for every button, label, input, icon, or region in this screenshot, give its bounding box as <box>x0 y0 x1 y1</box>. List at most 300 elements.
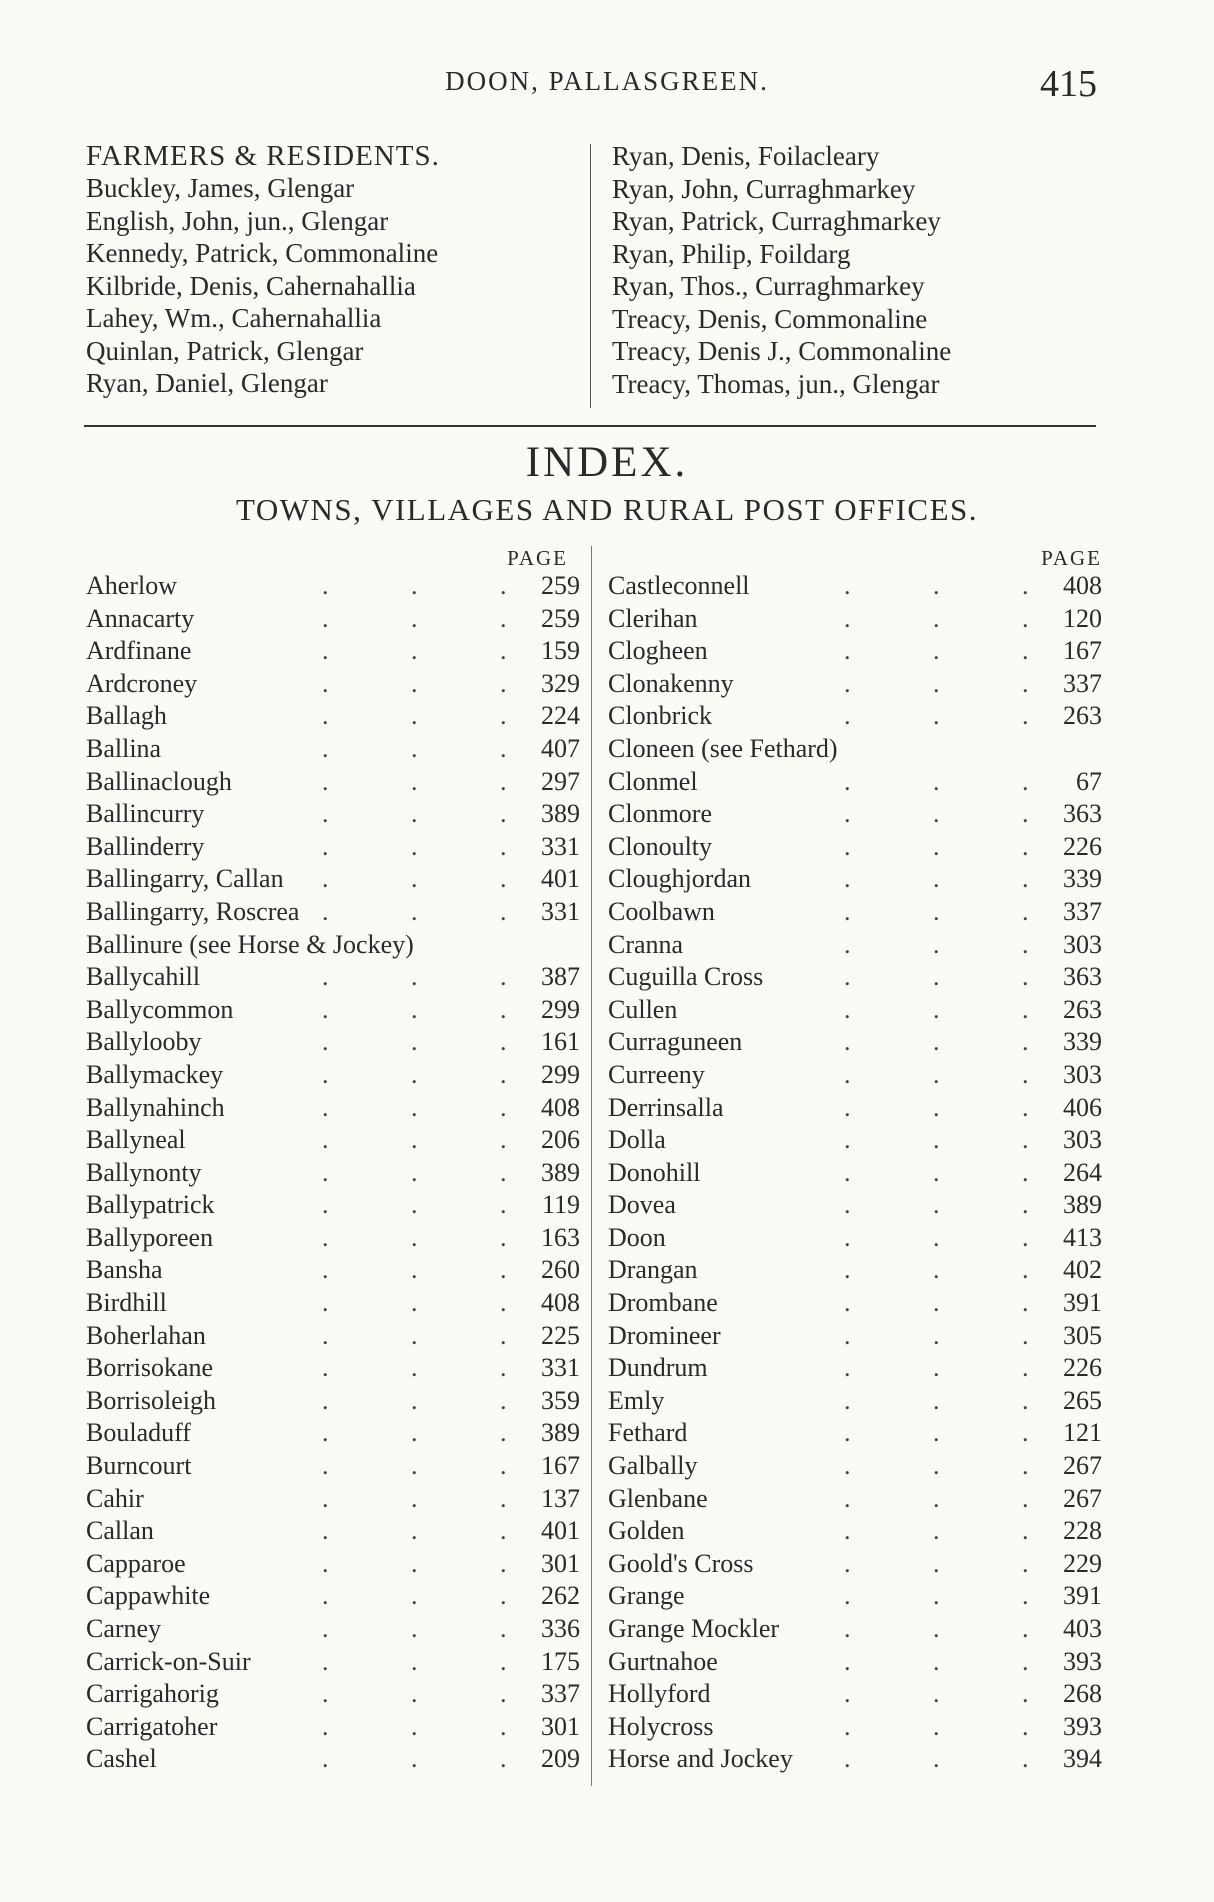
index-entry <box>608 1483 1102 1516</box>
index-right-list <box>608 570 1102 1776</box>
index-entry-name: Carney <box>86 1614 162 1643</box>
index-entry <box>86 1548 580 1581</box>
page-column-header: PAGE <box>507 546 568 570</box>
index-left-column <box>86 546 580 1776</box>
index-column-divider <box>591 546 592 1786</box>
dot-leader: . . . <box>322 1222 545 1252</box>
index-entry-page: 229 <box>1063 1548 1102 1578</box>
index-entry <box>608 1352 1102 1385</box>
index-entry <box>608 1646 1102 1679</box>
dot-leader: . . . <box>322 831 545 861</box>
index-entry-name: Ballinaclough <box>86 766 232 796</box>
index-entry-page: 301 <box>541 1711 580 1741</box>
index-entry-page: 393 <box>1063 1646 1102 1676</box>
index-entry-page: 259 <box>541 603 580 633</box>
index-entry <box>86 1189 580 1222</box>
index-entry-name: Ballycahill <box>86 962 201 992</box>
index-entry-name: Golden <box>608 1516 685 1546</box>
index-entry-page: 209 <box>541 1744 580 1774</box>
index-entry-page: 394 <box>1063 1744 1102 1774</box>
index-entry-page: 401 <box>541 1516 580 1546</box>
resident-entry: Ryan, Denis, Foilacleary <box>612 141 880 171</box>
index-entry-name: Cuguilla Cross <box>608 962 764 992</box>
index-entry-page: 339 <box>1063 864 1102 894</box>
index-entry <box>608 961 1102 994</box>
dot-leader: . . . <box>322 733 545 763</box>
dot-leader: . . . <box>844 799 1067 829</box>
index-entry-page: 163 <box>541 1222 580 1252</box>
index-entry <box>608 1678 1102 1711</box>
index-entry-name: Cashel <box>86 1744 157 1774</box>
index-entry <box>86 896 580 929</box>
index-entry <box>86 1580 580 1613</box>
index-entry-name: Bansha <box>86 1255 163 1285</box>
index-entry <box>608 1157 1102 1190</box>
index-entry-page: 389 <box>541 1157 580 1187</box>
dot-leader: . . . <box>844 929 1067 959</box>
index-entry-name: Ballincurry <box>86 799 205 829</box>
dot-leader: . . . <box>844 1516 1067 1546</box>
index-entry <box>86 994 580 1027</box>
index-entry-name: Cranna <box>608 929 684 959</box>
dot-leader: . . . <box>322 1125 545 1155</box>
resident-entry: Ryan, John, Curraghmarkey <box>612 173 916 204</box>
page-number: 415 <box>1040 63 1097 105</box>
dot-leader: . . . <box>322 1255 545 1285</box>
index-entry-page: 225 <box>541 1320 580 1350</box>
index-entry-page: 263 <box>1063 994 1102 1024</box>
residents-right-list <box>612 140 1132 400</box>
index-entry-page: 265 <box>1063 1385 1102 1415</box>
index-entry-page: 337 <box>1063 896 1102 926</box>
index-entry-page: 408 <box>541 1092 580 1122</box>
dot-leader: . . . <box>322 1418 545 1448</box>
index-entry-page: 389 <box>541 799 580 829</box>
index-entry-page: 267 <box>1063 1483 1102 1513</box>
index-entry-page: 336 <box>541 1614 580 1643</box>
index-entry <box>608 1548 1102 1581</box>
dot-leader: . . . <box>844 1027 1067 1057</box>
index-entry-page: 267 <box>1063 1451 1102 1481</box>
index-entry-name: Carrick-on-Suir <box>86 1646 251 1676</box>
index-entry <box>86 668 580 701</box>
index-entry-name: Fethard <box>608 1418 688 1448</box>
index-entry <box>86 1287 580 1320</box>
dot-leader: . . . <box>844 1320 1067 1350</box>
index-entry-name: Donohill <box>608 1157 701 1187</box>
resident-entry: Treacy, Denis J., Commonaline <box>612 336 952 366</box>
index-entry-name: Dromineer <box>608 1320 721 1350</box>
index-entry <box>86 1222 580 1255</box>
index-entry-name: Curreeny <box>608 1059 705 1089</box>
index-entry <box>608 798 1102 831</box>
index-entry-name: Grange <box>608 1581 685 1611</box>
index-entry-page: 226 <box>1063 1353 1102 1383</box>
index-entry <box>608 570 1102 603</box>
residents-left-list <box>86 172 586 400</box>
index-entry-page: 339 <box>1063 1027 1102 1057</box>
dot-leader: . . . <box>322 1059 545 1089</box>
dot-leader: . . . <box>844 994 1067 1024</box>
index-entry <box>608 1092 1102 1125</box>
index-entry-page: 268 <box>1063 1679 1102 1709</box>
index-entry-page: 391 <box>1063 1581 1102 1611</box>
index-entry-page: 402 <box>1063 1255 1102 1285</box>
dot-leader: . . . <box>844 1548 1067 1578</box>
index-entry <box>86 1646 580 1679</box>
dot-leader: . . . <box>844 1711 1067 1741</box>
index-entry-name: Drangan <box>608 1255 698 1285</box>
dot-leader: . . . <box>322 1353 545 1383</box>
index-entry-page: 303 <box>1063 1125 1102 1155</box>
dot-leader: . . . <box>322 1092 545 1122</box>
section-rule <box>84 425 1096 427</box>
resident-entry: Ryan, Thos., Curraghmarkey <box>612 271 925 301</box>
index-entry-name: Cloughjordan <box>608 864 751 894</box>
index-entry <box>86 1678 580 1711</box>
index-entry-name: Annacarty <box>86 603 195 633</box>
index-entry <box>86 798 580 831</box>
index-entry-name: Clerihan <box>608 603 698 633</box>
index-entry-page: 391 <box>1063 1288 1102 1318</box>
dot-leader: . . . <box>322 994 545 1024</box>
index-entry-page: 329 <box>541 668 580 698</box>
index-entry <box>608 994 1102 1027</box>
index-entry-page: 262 <box>541 1581 580 1611</box>
index-entry <box>608 1254 1102 1287</box>
dot-leader: . . . <box>322 1483 545 1513</box>
running-title: DOON, PALLASGREEN. <box>445 66 769 96</box>
index-entry-page: 299 <box>541 994 580 1024</box>
index-entry <box>86 1352 580 1385</box>
index-entry-page: 401 <box>541 864 580 894</box>
dot-leader: . . . <box>322 1027 545 1057</box>
index-entry <box>608 603 1102 636</box>
index-entry-page: 303 <box>1063 1059 1102 1089</box>
index-entry <box>86 929 580 962</box>
index-entry-page: 331 <box>541 831 580 861</box>
resident-entry: Ryan, Daniel, Glengar <box>86 368 328 398</box>
index-entry <box>86 733 580 766</box>
index-entry-name: Dundrum <box>608 1353 708 1383</box>
residents-column-divider <box>590 144 591 408</box>
dot-leader: . . . <box>844 1125 1067 1155</box>
dot-leader: . . . <box>322 1157 545 1187</box>
index-entry-page: 363 <box>1063 962 1102 992</box>
index-title: INDEX. <box>525 439 689 486</box>
index-entry-page: 337 <box>1063 668 1102 698</box>
index-entry-page: 167 <box>1063 636 1102 666</box>
index-entry-name: Bouladuff <box>86 1418 191 1448</box>
index-entry <box>608 1320 1102 1353</box>
index-entry-page: 331 <box>541 896 580 926</box>
dot-leader: . . . <box>322 1679 545 1709</box>
index-entry-name: Glenbane <box>608 1483 708 1513</box>
index-entry <box>86 961 580 994</box>
index-entry-page: 407 <box>541 733 580 763</box>
dot-leader: . . . <box>844 1190 1067 1220</box>
index-entry-name: Ballymackey <box>86 1059 224 1089</box>
index-entry <box>608 1450 1102 1483</box>
index-entry-name: Cullen <box>608 994 678 1024</box>
index-entry-name: Holycross <box>608 1711 714 1741</box>
dot-leader: . . . <box>844 1418 1067 1448</box>
dot-leader: . . . <box>844 636 1067 666</box>
index-entry-page: 408 <box>1063 571 1102 600</box>
index-entry-page: 228 <box>1063 1516 1102 1546</box>
index-entry-name: Emly <box>608 1385 665 1415</box>
index-entry <box>608 766 1102 799</box>
running-head <box>0 62 1214 105</box>
index-entry-name: Boherlahan <box>86 1320 206 1350</box>
dot-leader: . . . <box>844 1646 1067 1676</box>
dot-leader: . . . <box>844 1157 1067 1187</box>
index-entry-page: 119 <box>541 1190 580 1220</box>
index-entry-name: Horse and Jockey <box>608 1744 793 1774</box>
dot-leader: . . . <box>844 668 1067 698</box>
dot-leader: . . . <box>844 1451 1067 1481</box>
index-entry <box>86 1743 580 1776</box>
farmers-residents-section <box>86 140 1126 414</box>
index-entry-name: Clonakenny <box>608 668 734 698</box>
index-entry <box>86 570 580 603</box>
index-entry-page: 159 <box>541 636 580 666</box>
index-entry-name: Ballinure (see Horse & Jockey) <box>86 929 414 959</box>
index-entry-page: 389 <box>1063 1190 1102 1220</box>
dot-leader: . . . <box>322 1744 545 1774</box>
dot-leader: . . . <box>322 603 545 633</box>
index-entry <box>86 1417 580 1450</box>
dot-leader: . . . <box>322 1548 545 1578</box>
index-entry-page: 299 <box>541 1059 580 1089</box>
index-entry-name: Ballyneal <box>86 1125 186 1155</box>
index-entry <box>608 863 1102 896</box>
dot-leader: . . . <box>844 1222 1067 1252</box>
index-entry-name: Borrisoleigh <box>86 1385 216 1415</box>
dot-leader: . . . <box>844 1385 1067 1415</box>
dot-leader: . . . <box>322 1581 545 1611</box>
index-entry-page: 167 <box>541 1451 580 1481</box>
dot-leader: . . . <box>844 1679 1067 1709</box>
dot-leader: . . . <box>844 831 1067 861</box>
index-entry-name: Ballyporeen <box>86 1222 214 1252</box>
index-entry-name: Clogheen <box>608 636 708 666</box>
dot-leader: . . . <box>844 1255 1067 1285</box>
index-entry <box>86 1254 580 1287</box>
resident-entry: Ryan, Patrick, Curraghmarkey <box>612 206 941 236</box>
index-entry-page: 297 <box>541 766 580 796</box>
dot-leader: . . . <box>844 896 1067 926</box>
index-entry-name: Galbally <box>608 1451 698 1481</box>
index-entry-page: 387 <box>541 962 580 992</box>
index-entry-name: Capparoe <box>86 1548 186 1578</box>
index-entry-page: 403 <box>1063 1614 1102 1643</box>
index-entry <box>608 1287 1102 1320</box>
resident-entry: Treacy, Thomas, jun., Glengar <box>612 368 940 399</box>
dot-leader: . . . <box>322 864 545 894</box>
dot-leader: . . . <box>322 962 545 992</box>
dot-leader: . . . <box>844 1744 1067 1774</box>
dot-leader: . . . <box>322 1451 545 1481</box>
dot-leader: . . . <box>322 668 545 698</box>
index-entry-name: Ardcroney <box>86 668 198 698</box>
residents-right-column <box>612 140 1132 400</box>
index-entry-name: Burncourt <box>86 1451 192 1481</box>
dot-leader: . . . <box>844 1614 1067 1643</box>
index-entry-name: Ballina <box>86 733 162 763</box>
dot-leader: . . . <box>844 1059 1067 1089</box>
dot-leader: . . . <box>844 603 1067 633</box>
page-column-header: PAGE <box>1041 546 1102 570</box>
index-entry-name: Ballingarry, Callan <box>86 864 284 894</box>
index-entry-name: Ballylooby <box>86 1027 202 1057</box>
index-entry <box>86 831 580 864</box>
index-entry <box>608 1417 1102 1450</box>
index-entry-name: Ardfinane <box>86 636 192 666</box>
index-entry <box>86 1515 580 1548</box>
dot-leader: . . . <box>844 1288 1067 1318</box>
index-entry <box>86 766 580 799</box>
index-entry-page: 363 <box>1063 799 1102 829</box>
index-entry-name: Hollyford <box>608 1679 711 1709</box>
index-entry <box>86 1613 580 1646</box>
index-entry <box>86 1059 580 1092</box>
index-entry <box>608 1385 1102 1418</box>
index-entry-page: 305 <box>1063 1320 1102 1350</box>
index-entry-name: Cahir <box>86 1483 144 1513</box>
index-entry-page: 413 <box>1063 1222 1102 1252</box>
resident-entry: Quinlan, Patrick, Glengar <box>86 335 364 366</box>
index-entry-page: 259 <box>541 571 580 600</box>
dot-leader: . . . <box>322 799 545 829</box>
dot-leader: . . . <box>322 896 545 926</box>
dot-leader: . . . <box>844 766 1067 796</box>
index-entry <box>86 1124 580 1157</box>
resident-entry: Buckley, James, Glengar <box>86 173 355 203</box>
index-entry <box>608 668 1102 701</box>
resident-entry: Treacy, Denis, Commonaline <box>612 303 928 334</box>
index-entry <box>86 1483 580 1516</box>
index-entry-name: Ballinderry <box>86 831 205 861</box>
index-entry <box>86 635 580 668</box>
index-entry <box>608 1026 1102 1059</box>
resident-entry: Kilbride, Denis, Cahernahallia <box>86 270 416 301</box>
index-entry-page: 175 <box>541 1646 580 1676</box>
index-entry-name: Carrigahorig <box>86 1679 219 1709</box>
index-entry-name: Goold's Cross <box>608 1548 754 1578</box>
dot-leader: . . . <box>322 1516 545 1546</box>
index-entry-name: Castleconnell <box>608 571 750 600</box>
index-entry-name: Callan <box>86 1516 154 1546</box>
index-entry-name: Ballycommon <box>86 994 234 1024</box>
index-entry-page: 260 <box>541 1255 580 1285</box>
dot-leader: . . . <box>322 701 545 731</box>
index-entry-name: Ballingarry, Roscrea <box>86 896 300 926</box>
index-entry-page: 67 <box>1076 766 1102 796</box>
index-entry-page: 408 <box>541 1288 580 1318</box>
residents-left-column <box>86 140 586 400</box>
index-entry-page: 337 <box>541 1679 580 1709</box>
index-entry-page: 406 <box>1063 1092 1102 1122</box>
index-subtitle: TOWNS, VILLAGES AND RURAL POST OFFICES. <box>235 492 979 527</box>
index-entry-page: 206 <box>541 1125 580 1155</box>
index-entry-name: Coolbawn <box>608 896 715 926</box>
index-entry-page: 121 <box>1063 1418 1102 1448</box>
index-entry-page: 389 <box>541 1418 580 1448</box>
dot-leader: . . . <box>322 1646 545 1676</box>
index-entry <box>608 1580 1102 1613</box>
index-entry-name: Derrinsalla <box>608 1092 724 1122</box>
index-entry-page: 393 <box>1063 1711 1102 1741</box>
index-entry <box>86 1320 580 1353</box>
dot-leader: . . . <box>844 1092 1067 1122</box>
index-entry <box>608 1743 1102 1776</box>
index-entry <box>608 1222 1102 1255</box>
index-entry-name: Grange Mockler <box>608 1614 780 1643</box>
index-entry-name: Clonmore <box>608 799 712 829</box>
index-entry-page: 161 <box>541 1027 580 1057</box>
index-entry <box>86 1385 580 1418</box>
index-entry-name: Dolla <box>608 1125 666 1155</box>
index-right-column <box>608 546 1102 1776</box>
index-entry-page: 224 <box>541 701 580 731</box>
index-entry-name: Clonmel <box>608 766 698 796</box>
index-entry <box>86 1092 580 1125</box>
index-entry-page: 120 <box>1063 603 1102 633</box>
index-entry <box>608 733 1102 766</box>
index-entry-page: 303 <box>1063 929 1102 959</box>
index-entry <box>86 1450 580 1483</box>
index-entry-name: Ballypatrick <box>86 1190 215 1220</box>
dot-leader: . . . <box>844 864 1067 894</box>
dot-leader: . . . <box>322 1320 545 1350</box>
index-entry <box>608 1711 1102 1744</box>
index-entry-name: Drombane <box>608 1288 718 1318</box>
index-entry-name: Gurtnahoe <box>608 1646 718 1676</box>
index-entry-name: Cloneen (see Fethard) <box>608 733 838 763</box>
index-entry <box>608 831 1102 864</box>
dot-leader: . . . <box>322 766 545 796</box>
dot-leader: . . . <box>322 1385 545 1415</box>
dot-leader: . . . <box>844 962 1067 992</box>
index-entry <box>608 700 1102 733</box>
index-entry-name: Ballagh <box>86 701 167 731</box>
index-entry <box>608 896 1102 929</box>
resident-entry: Lahey, Wm., Cahernahallia <box>86 303 382 333</box>
dot-leader: . . . <box>844 571 1067 600</box>
resident-entry: English, John, jun., Glengar <box>86 205 389 236</box>
index-entry <box>86 1157 580 1190</box>
dot-leader: . . . <box>322 1711 545 1741</box>
dot-leader: . . . <box>844 1353 1067 1383</box>
index-entry <box>608 929 1102 962</box>
index-entry-name: Birdhill <box>86 1288 167 1318</box>
index-entry-name: Ballynahinch <box>86 1092 225 1122</box>
dot-leader: . . . <box>844 1581 1067 1611</box>
index-entry-page: 226 <box>1063 831 1102 861</box>
index-entry-page: 264 <box>1063 1157 1102 1187</box>
index-entry-name: Carrigatoher <box>86 1711 218 1741</box>
index-entry-page: 331 <box>541 1353 580 1383</box>
index-entry <box>608 635 1102 668</box>
index-entry-name: Cappawhite <box>86 1581 211 1611</box>
index-entry-page: 301 <box>541 1548 580 1578</box>
index-entry-page: 263 <box>1063 701 1102 731</box>
dot-leader: . . . <box>322 1614 545 1643</box>
index-entry-name: Clonoulty <box>608 831 713 861</box>
index-entry <box>608 1124 1102 1157</box>
index-entry <box>86 603 580 636</box>
